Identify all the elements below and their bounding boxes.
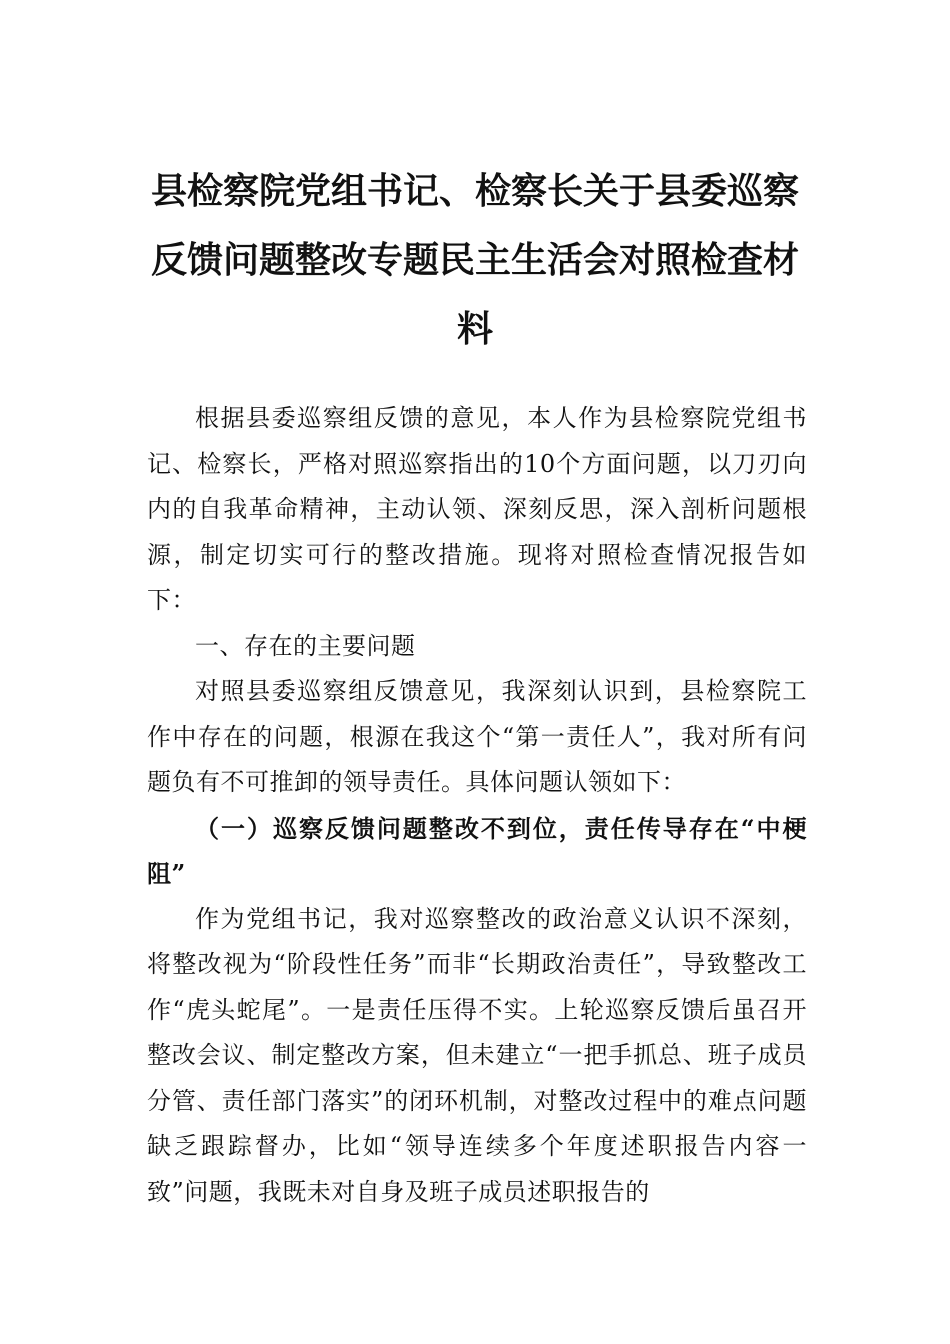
subsection-heading-rectification: （一）巡察反馈问题整改不到位，责任传导存在“中梗阻” [147, 813, 807, 888]
document-body [147, 396, 807, 1215]
subsection-body-paragraph: 作为党组书记，我对巡察整改的政治意义认识不深刻，将整改视为“阶段性任务”而非“长期政治责任”，导致整改工作“虎头蛇尾”。一是责任压得不实。上轮巡察反馈后虽召开整改会议、制定整改方案，但未建立“一把手抓总、班子成员分管、责任部门落实”的闭环机制，对整改过程中的难点问题缺乏跟踪督办，比如“领导连续多个年度述职报告内容一致”问题，我既未对自身及班子成员述职报告的 [147, 904, 807, 1206]
document-title: 县检察院党组书记、检察长关于县委巡察反馈问题整改专题民主生活会对照检查材料 [150, 170, 799, 350]
section-intro-paragraph: 对照县委巡察组反馈意见，我深刻认识到，县检察院工作中存在的问题，根源在我这个“第一责任人”，我对所有问题负有不可推卸的领导责任。具体问题认领如下： [147, 677, 807, 796]
section-heading-problems: 一、存在的主要问题 [195, 631, 416, 660]
intro-paragraph: 根据县委巡察组反馈的意见，本人作为县检察院党组书记、检察长，严格对照巡察指出的10个方面问题，以刀刃向内的自我革命精神，主动认领、深刻反思，深入剖析问题根源，制定切实可行的整改措施。现将对照检查情况报告如下： [147, 404, 807, 614]
